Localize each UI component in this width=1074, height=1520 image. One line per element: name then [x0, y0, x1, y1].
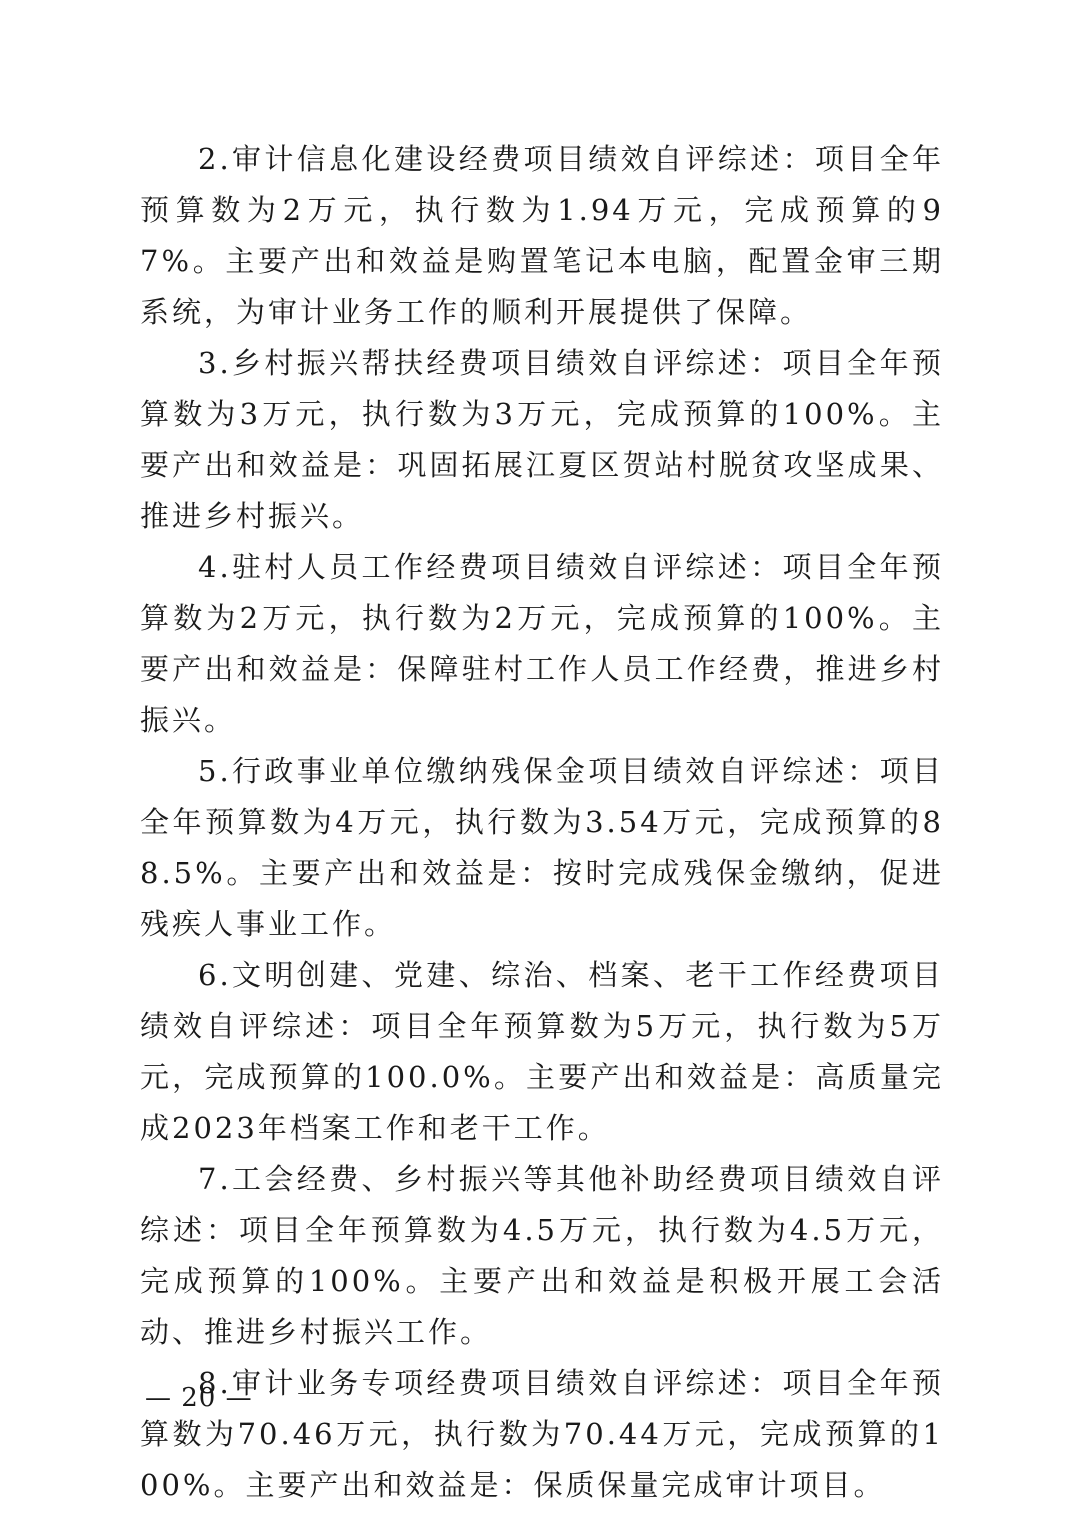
paragraph-item-7: 7.工会经费、乡村振兴等其他补助经费项目绩效自评综述：项目全年预算数为4.5万元，执行数为4.5万元，完成预算的100%。主要产出和效益是积极开展工会活动、推进乡村振兴工作。 [140, 1162, 944, 1349]
paragraph-item-5: 5.行政事业单位缴纳残保金项目绩效自评综述：项目全年预算数为4万元，执行数为3.54万元，完成预算的88.5%。主要产出和效益是：按时完成残保金缴纳，促进残疾人事业工作。 [140, 754, 944, 941]
page-number: — 20 — [145, 1383, 253, 1413]
paragraph-item-2: 2.审计信息化建设经费项目绩效自评综述：项目全年预算数为2万元，执行数为1.94万元，完成预算的97%。主要产出和效益是购置笔记本电脑，配置金审三期系统，为审计业务工作的顺利开展提供了保障。 [140, 142, 944, 329]
paragraph-item-8: 8.审计业务专项经费项目绩效自评综述：项目全年预算数为70.46万元，执行数为70.44万元，完成预算的100%。主要产出和效益是：保质保量完成审计项目。 [140, 1366, 944, 1502]
paragraph-item-6: 6.文明创建、党建、综治、档案、老干工作经费项目绩效自评综述：项目全年预算数为5万元，执行数为5万元，完成预算的100.0%。主要产出和效益是：高质量完成2023年档案工作和老干工作。 [140, 958, 944, 1145]
document-body [140, 134, 944, 1511]
paragraph-item-4: 4.驻村人员工作经费项目绩效自评综述：项目全年预算数为2万元，执行数为2万元，完成预算的100%。主要产出和效益是：保障驻村工作人员工作经费，推进乡村振兴。 [140, 550, 944, 737]
paragraph-item-3: 3.乡村振兴帮扶经费项目绩效自评综述：项目全年预算数为3万元，执行数为3万元，完成预算的100%。主要产出和效益是：巩固拓展江夏区贺站村脱贫攻坚成果、推进乡村振兴。 [140, 346, 944, 533]
